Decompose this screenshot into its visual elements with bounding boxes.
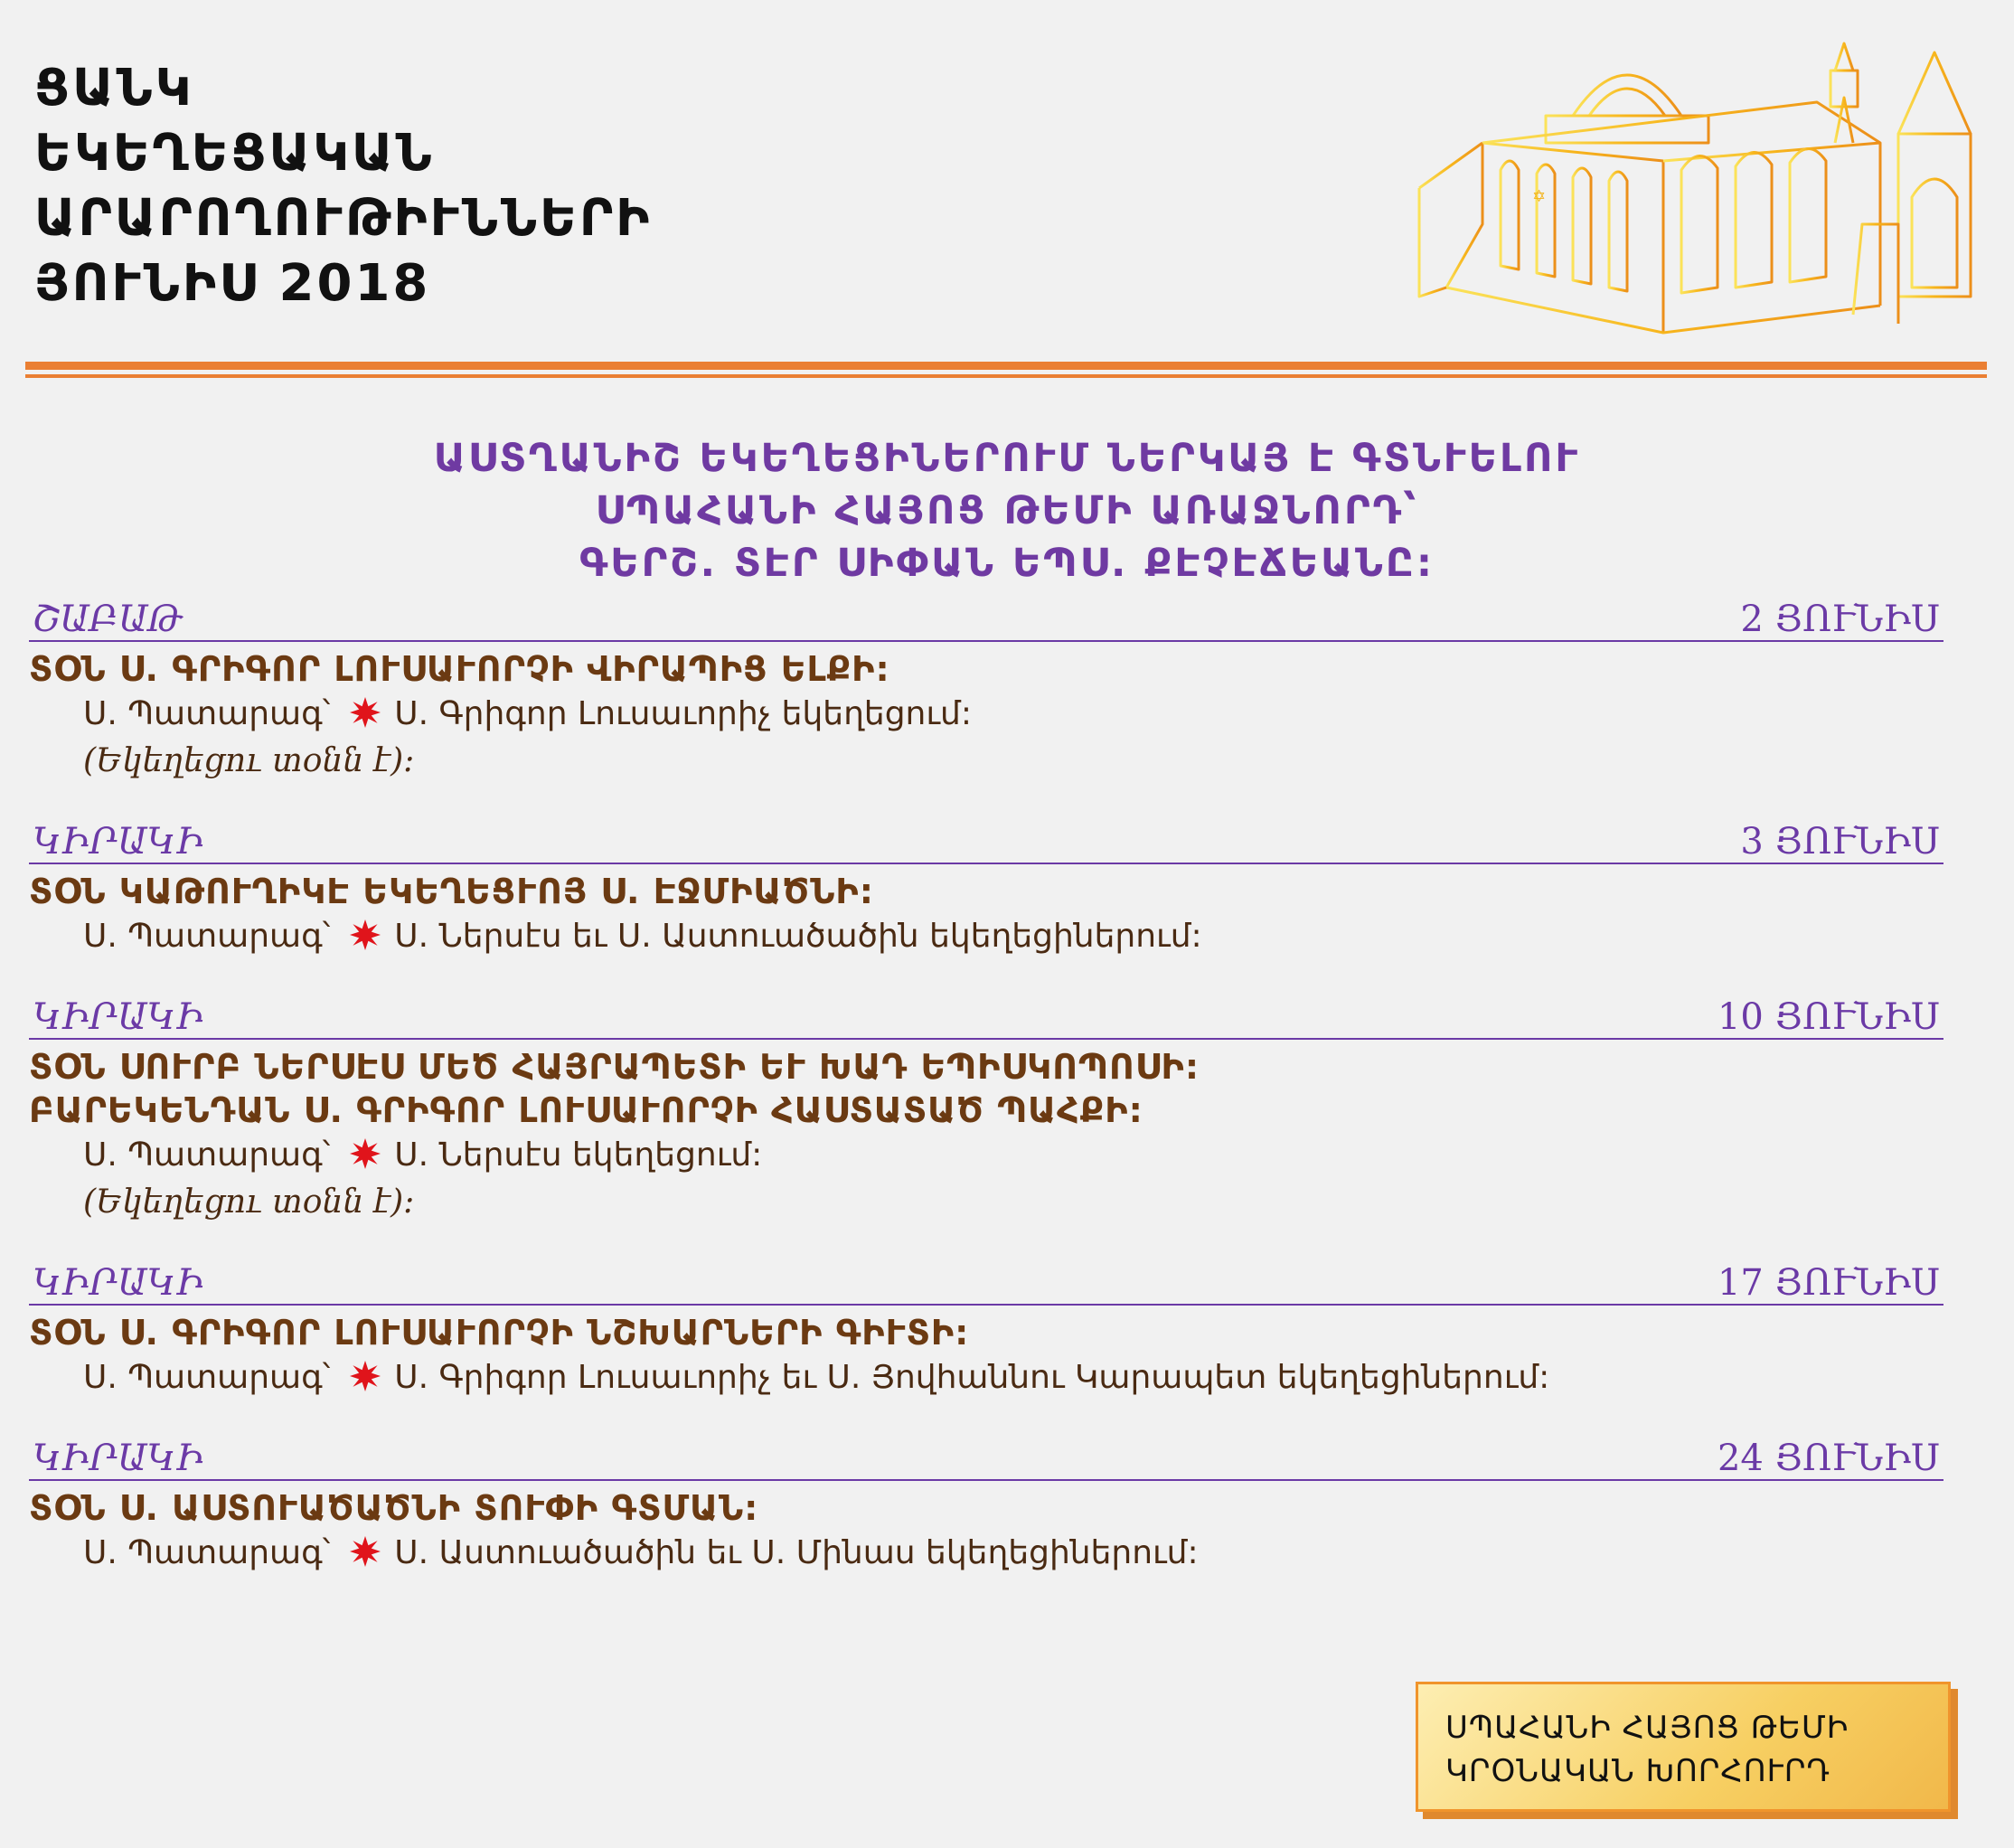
event-note: (Եկեղեցու տօնն է):: [83, 742, 415, 779]
event-date: 10 ՅՈՒՆԻՍ: [1717, 996, 1940, 1038]
service-line: [29, 1132, 1943, 1179]
service-line: [29, 913, 1943, 960]
service-label: Ս. Պատարագ՝: [83, 918, 331, 955]
service-label: Ս. Պատարագ՝: [83, 695, 331, 732]
feast-title: ՏՕՆ ԿԱԹՈՒՂԻԿԷ ԵԿԵՂԵՑՒՈՅ Ս. ԷՋՄԻԱԾՆԻ:: [29, 872, 874, 911]
service-place: Ս. Գրիգոր Լուսաւորիչ եւ Ս. Յովհաննու Կարապետ եկեղեցիներում:: [394, 1359, 1550, 1396]
document-title: [34, 56, 652, 316]
event-day: ԿԻՐԱԿԻ: [33, 821, 204, 863]
red-star-icon: [350, 919, 381, 950]
service-place: Ս. Աստուածածին եւ Ս. Մինաս եկեղեցիներում:: [394, 1534, 1199, 1571]
event-date: 3 ՅՈՒՆԻՍ: [1740, 821, 1940, 863]
service-place: Ս. Ներսէս եկեղեցում:: [394, 1136, 763, 1174]
header-divider-thin: [25, 374, 1987, 378]
header-divider: [25, 362, 1987, 370]
subtitle-line-3: ԳԵՐՇ. ՏԷՐ ՍԻՓԱՆ ԵՊՍ. ՔԷՉԷՃԵԱՆԸ:: [579, 541, 1435, 586]
star-of-david-icon: ✡: [1532, 187, 1547, 206]
event-day: ԿԻՐԱԿԻ: [33, 996, 204, 1038]
subtitle: [0, 432, 2014, 589]
event-item: [29, 1259, 1943, 1401]
service-label: Ս. Պատարագ՝: [83, 1359, 331, 1396]
service-place: Ս. Ներսէս եւ Ս. Աստուածածին եկեղեցիներում:: [394, 918, 1202, 955]
event-date: 2 ՅՈՒՆԻՍ: [1740, 599, 1940, 640]
event-day: ԿԻՐԱԿԻ: [33, 1438, 204, 1479]
service-label: Ս. Պատարագ՝: [83, 1136, 331, 1174]
event-day-row: [29, 1259, 1943, 1306]
service-line: [29, 691, 1943, 738]
council-signature-box: [1416, 1682, 1951, 1812]
feast-title: ՏՕՆ Ս. ԳՐԻԳՈՐ ԼՈՒՍԱՒՈՐՉԻ ՆՇԽԱՐՆԵՐԻ ԳԻՒՏԻ:: [29, 1313, 970, 1353]
event-item: [29, 1434, 1943, 1577]
event-day-row: [29, 1434, 1943, 1481]
subtitle-line-1: ԱՍՏՂԱՆԻՇ ԵԿԵՂԵՑԻՆԵՐՈՒՄ ՆԵՐԿԱՅ Է ԳՏՆՒԵԼՈՒ: [433, 436, 1581, 481]
event-day: ԿԻՐԱԿԻ: [33, 1262, 204, 1304]
service-place: Ս. Գրիգոր Լուսաւորիչ եկեղեցում:: [394, 695, 972, 732]
church-illustration: [1392, 16, 1989, 351]
title-line-2: ԵԿԵՂԵՑԱԿԱՆ: [34, 124, 435, 183]
event-day-row: [29, 993, 1943, 1040]
council-line-1: ՍՊԱՀԱՆԻ ՀԱՅՈՑ ԹԵՄԻ: [1445, 1710, 1849, 1746]
event-item: [29, 595, 1943, 785]
event-item: [29, 993, 1943, 1226]
event-date: 24 ՅՈՒՆԻՍ: [1717, 1438, 1940, 1479]
feast-title: ՏՕՆ Ս. ԳՐԻԳՈՐ ԼՈՒՍԱՒՈՐՉԻ ՎԻՐԱՊԻՑ ԵԼՔԻ:: [29, 649, 890, 689]
title-line-4: ՅՈՒՆԻՍ 2018: [34, 254, 431, 313]
feast-title-2: ԲԱՐԵԿԵՆԴԱՆ Ս. ԳՐԻԳՈՐ ԼՈՒՍԱՒՈՐՉԻ ՀԱՍՏԱՏԱԾ ՊԱՀՔԻ:: [29, 1090, 1143, 1130]
schedule-list: [29, 595, 1943, 1609]
feast-title: ՏՕՆ Ս. ԱՍՏՈՒԱԾԱԾՆԻ ՏՈՒՓԻ ԳՏՄԱՆ:: [29, 1488, 759, 1528]
service-label: Ս. Պատարագ՝: [83, 1534, 331, 1571]
title-line-3: ԱՐԱՐՈՂՈՒԹԻՒՆՆԵՐԻ: [34, 189, 653, 248]
red-star-icon: [350, 1361, 381, 1391]
red-star-icon: [350, 1138, 381, 1169]
subtitle-line-2: ՍՊԱՀԱՆԻ ՀԱՅՈՑ ԹԵՄԻ ԱՌԱՋՆՈՐԴ՝: [595, 488, 1419, 533]
feast-title: ՏՕՆ ՍՈՒՐԲ ՆԵՐՍԷՍ ՄԵԾ ՀԱՅՐԱՊԵՏԻ ԵՒ ԽԱԴ ԵՊԻՍԿՈՊՈՍԻ:: [29, 1047, 1200, 1087]
red-star-icon: [350, 697, 381, 728]
event-date: 17 ՅՈՒՆԻՍ: [1717, 1262, 1940, 1304]
event-note: (Եկեղեցու տօնն է):: [83, 1183, 415, 1221]
council-line-2: ԿՐՕՆԱԿԱՆ ԽՈՐՀՈՒՐԴ: [1445, 1753, 1831, 1789]
service-line: [29, 1530, 1943, 1577]
event-item: [29, 817, 1943, 960]
event-day-row: [29, 595, 1943, 642]
title-line-1: ՑԱՆԿ: [34, 59, 194, 118]
event-day: ՇԱԲԱԹ: [33, 599, 184, 640]
service-line: [29, 1354, 1943, 1401]
event-day-row: [29, 817, 1943, 864]
red-star-icon: [350, 1536, 381, 1567]
